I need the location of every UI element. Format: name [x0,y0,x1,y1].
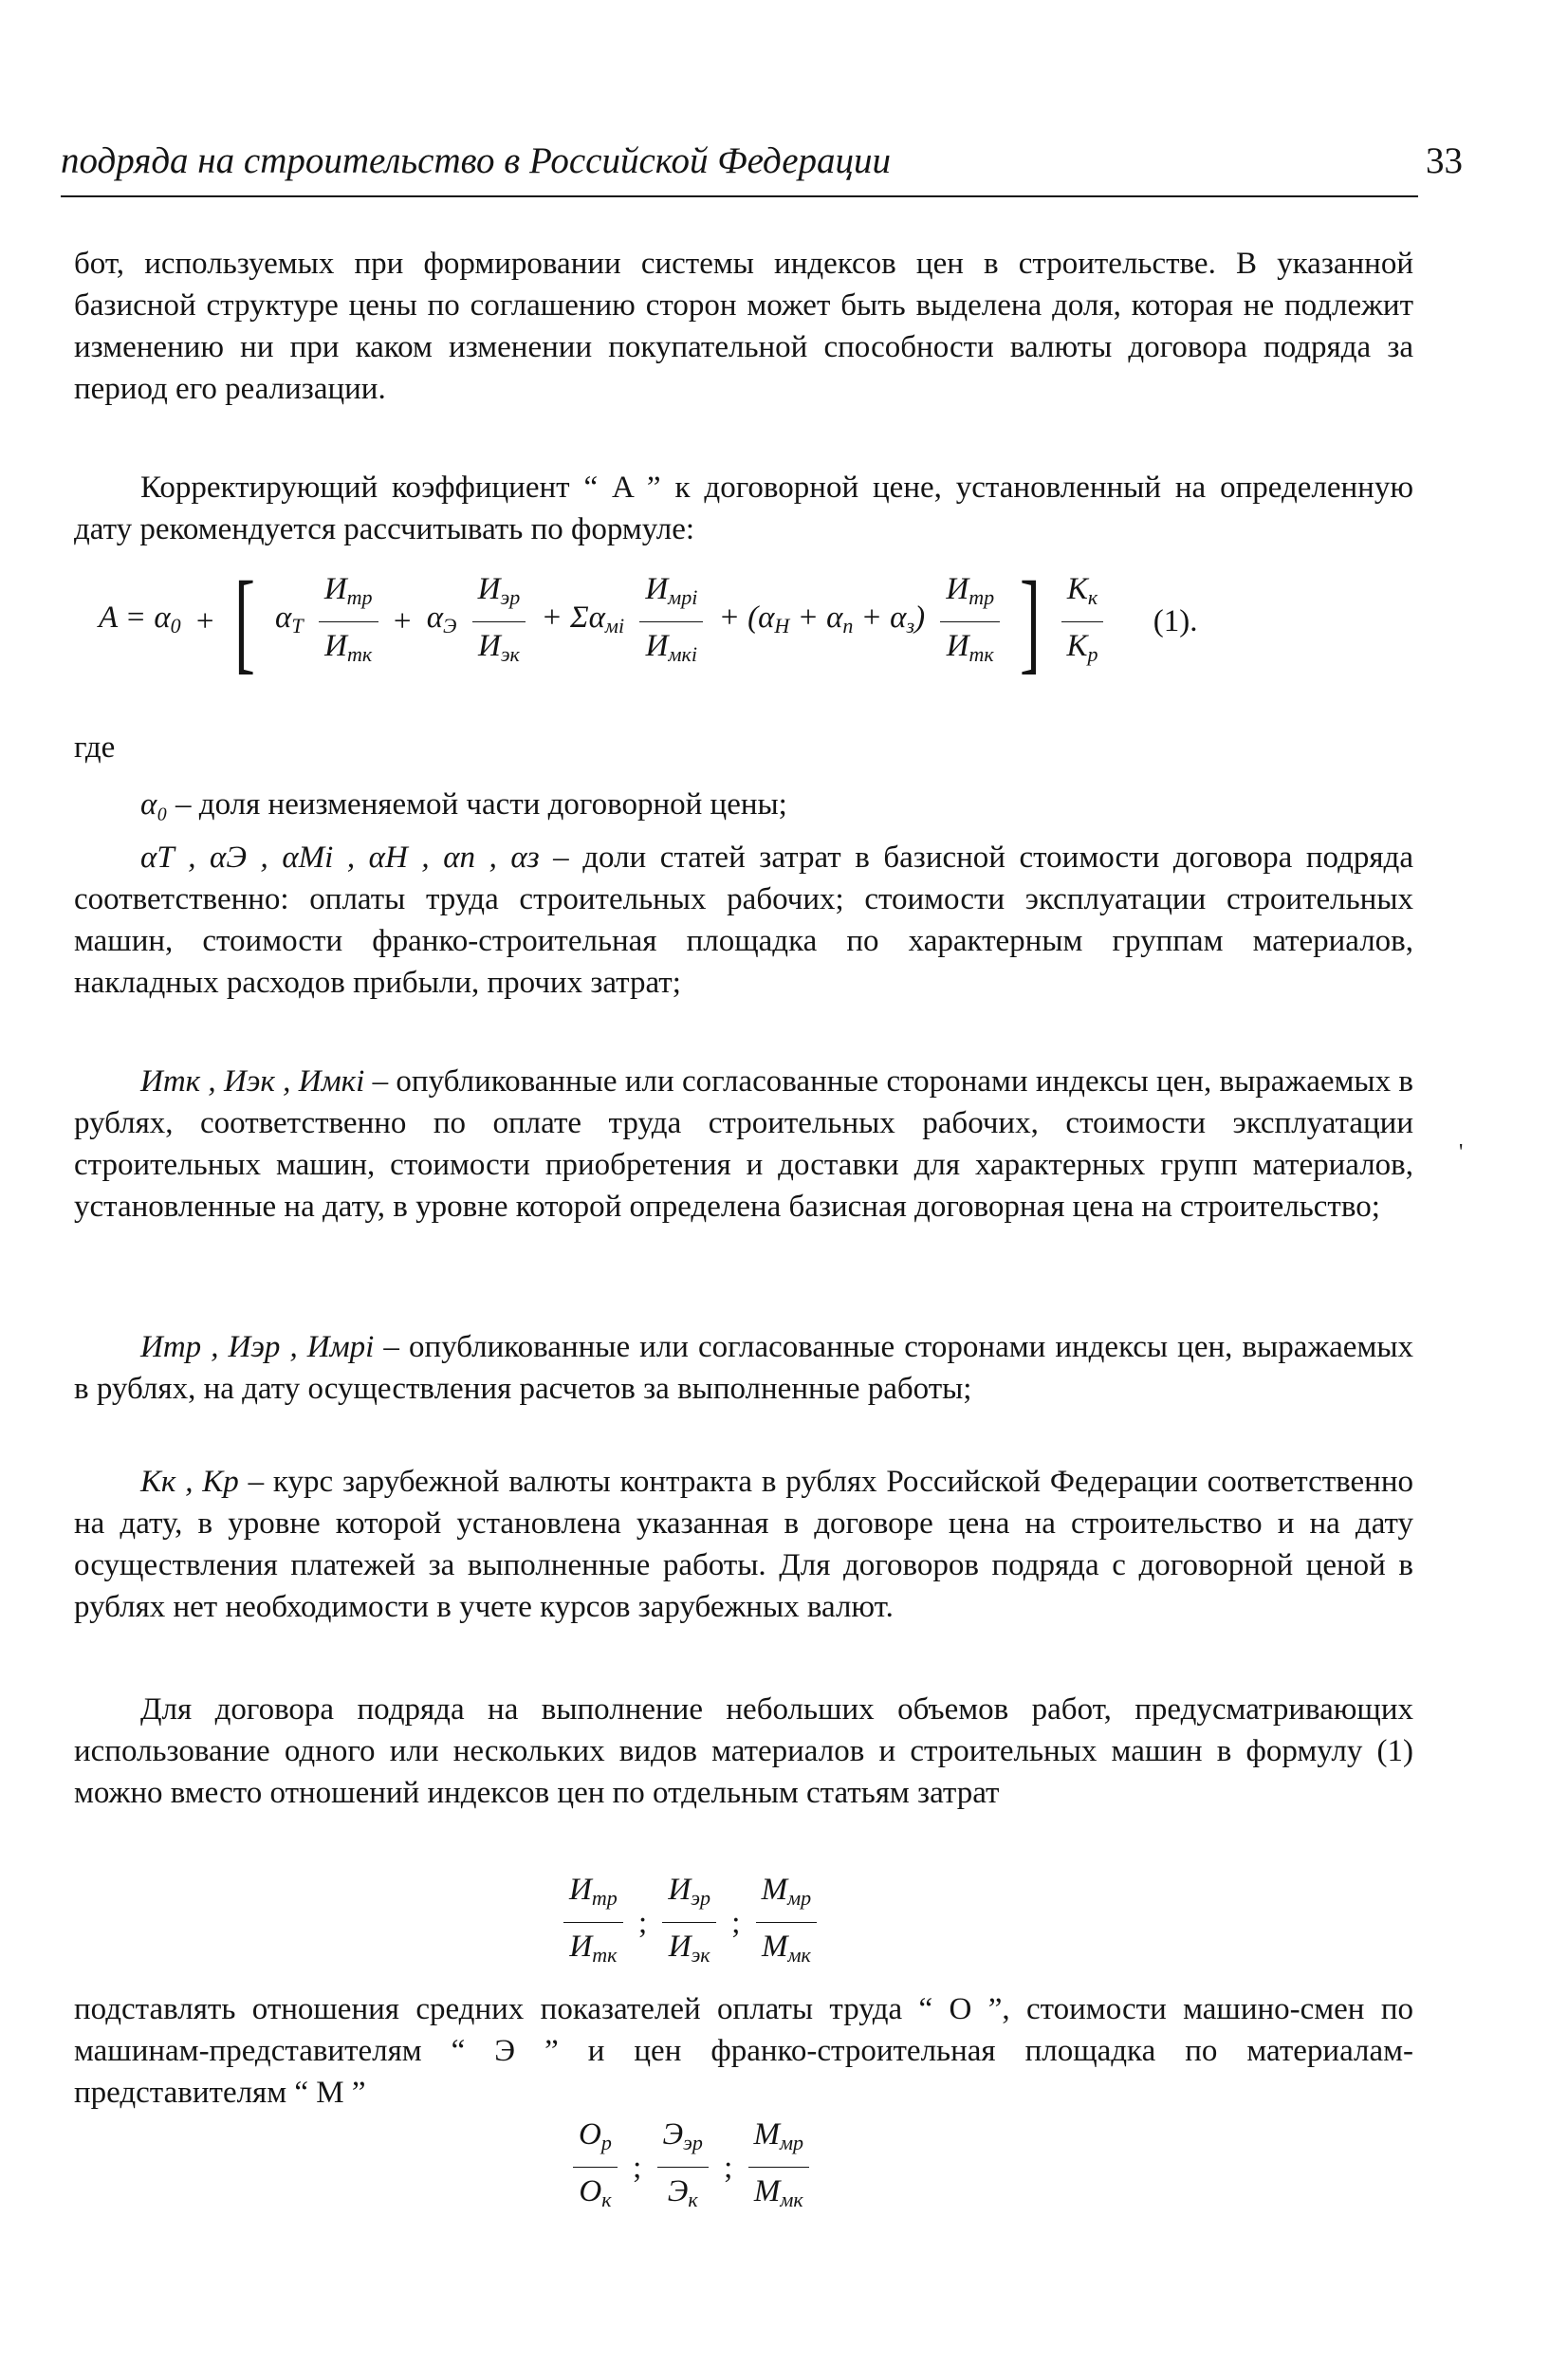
page-number: 33 [1426,140,1463,181]
fraction-exchange-rate: $\frac{К_к}{К_р}$ [1061,568,1104,675]
definition-term: Кк , Кр [140,1465,239,1499]
paragraph-coefficient-intro: Корректирующий коэффициент “ A ” к договорной цене, установленный на определенную дату рекомендуется рассчитывать по формуле: [74,471,1413,546]
right-bracket: ] [1020,558,1042,684]
margin-mark: ' [1459,1140,1464,1165]
fraction-labor-index-2: $\frac{И_{тр}}{И_{тк}}$ [940,568,1000,675]
header-rule [61,195,1418,197]
formula-representative-ratios: $\frac{О_р}{О_к}$ ; $\frac{Э_{эр}}{Э_к}$ ; $\frac{М_{мр}}{М_{мк}}$ [569,2114,813,2221]
ratio-machine-shift: $\frac{Э_{эр}}{Э_к}$ [657,2114,709,2221]
alpha-e: $\alpha_Э$ [426,600,457,637]
definition-text: – курс зарубежной валюты контракта в рублях Российской Федерации соответственно на дату, в уровне которой установлена указанная в договоре цена на строительство и на дату осуществления платежей за выполненные работы. Для договоров подряда с договорной ценой в рублях нет необходимости в учете курсов зарубежных валют. [74,1465,1413,1624]
definition-text: – доля неизменяемой части договорной цены; [167,787,787,822]
definition-text: – доли статей затрат в базисной стоимости договора подряда соответственно: оплаты труда строительных рабочих; стоимости эксплуатации строительных машин, стоимости франко-строительная площадка по характерным группам материалов, накладных расходов прибыли, прочих затрат; [74,841,1413,1000]
definition-item [74,837,1413,1004]
formula-plus: + [393,604,412,638]
running-header-title: подряда на строительство в Российской Федерации [61,140,892,181]
definition-text: – опубликованные или согласованные сторонами индексы цен, выражаемых в рублях, на дату осуществления расчетов за выполненные работы; [74,1330,1413,1406]
definition-text: – опубликованные или согласованные сторонами индексы цен, выражаемых в рублях, соответственно по оплате труда строительных рабочих, стоимости эксплуатации строительных машин, стоимости приобретения и доставки для характерных групп материалов, установленные на дату, в уровне которой определена базисная договорная цена на строительство; [74,1064,1414,1224]
formula-index-ratios: $\frac{И_{тр}}{И_{тк}}$ ; $\frac{И_{эр}}{И_{эк}}$ ; $\frac{М_{мр}}{М_{мк}}$ [560,1869,821,1976]
paragraph-small-contracts: Для договора подряда на выполнение небольших объемов работ, предусматривающих использование одного или нескольких видов материалов и строительных машин в формулу (1) можно вместо отношений индексов цен по отдельным статьям затрат [74,1692,1413,1810]
overhead-group: + $(\alpha_Н + \alpha_п + \alpha_з)$ [718,600,926,637]
fraction-material-index: $\frac{И_{мрi}}{И_{мкi}}$ [639,568,703,675]
definition-item [74,784,1413,825]
where-label: где [74,730,116,765]
formula-plus: + [195,604,214,638]
ratio-wage: $\frac{О_р}{О_к}$ [573,2114,618,2221]
definition-item [74,1326,1413,1410]
ratio-material-price: $\frac{М_{мр}}{М_{мк}}$ [748,2114,810,2221]
sum-alpha-m: + $\Sigma\alpha_{мi}$ [541,600,625,637]
definition-item [74,1461,1413,1628]
fraction-labor-index: $\frac{И_{тр}}{И_{тк}}$ [319,568,378,675]
ratio-machine: $\frac{И_{эр}}{И_{эк}}$ [662,1869,716,1976]
paragraph-continuation: бот, используемых при формировании системы индексов цен в строительстве. В указанной базисной структуре цены по соглашению сторон может быть выделена доля, которая не подлежит изменению ни при каком изменении покупательной способности валюты договора подряда за период его реализации. [74,247,1413,406]
alpha-t: $\alpha_Т$ [275,600,304,637]
definition-term: Итр , Иэр , Имрi [140,1330,375,1364]
definition-item [74,1061,1413,1228]
definition-term: Итк , Иэк , Имкi [140,1064,365,1099]
formula-number: (1). [1153,604,1198,638]
ratio-labor: $\frac{И_{тр}}{И_{тк}}$ [563,1869,623,1976]
formula-lhs: $A = \alpha_0$ [99,600,181,637]
left-bracket: [ [233,558,255,684]
paragraph-representatives: подставлять отношения средних показателей оплаты труда “ О ”, стоимости машино-смен по машинам-представителям “ Э ” и цен франко-строительная площадка по материалам-представителям “ М ” [74,1992,1413,2110]
fraction-machine-index: $\frac{И_{эр}}{И_{эк}}$ [472,568,526,675]
definition-term: αТ , αЭ , αМi , αН , αп , αз [140,841,540,875]
definition-term: α₀ [140,787,168,822]
ratio-material: $\frac{М_{мр}}{М_{мк}}$ [756,1869,818,1976]
formula-1 [95,558,1418,707]
